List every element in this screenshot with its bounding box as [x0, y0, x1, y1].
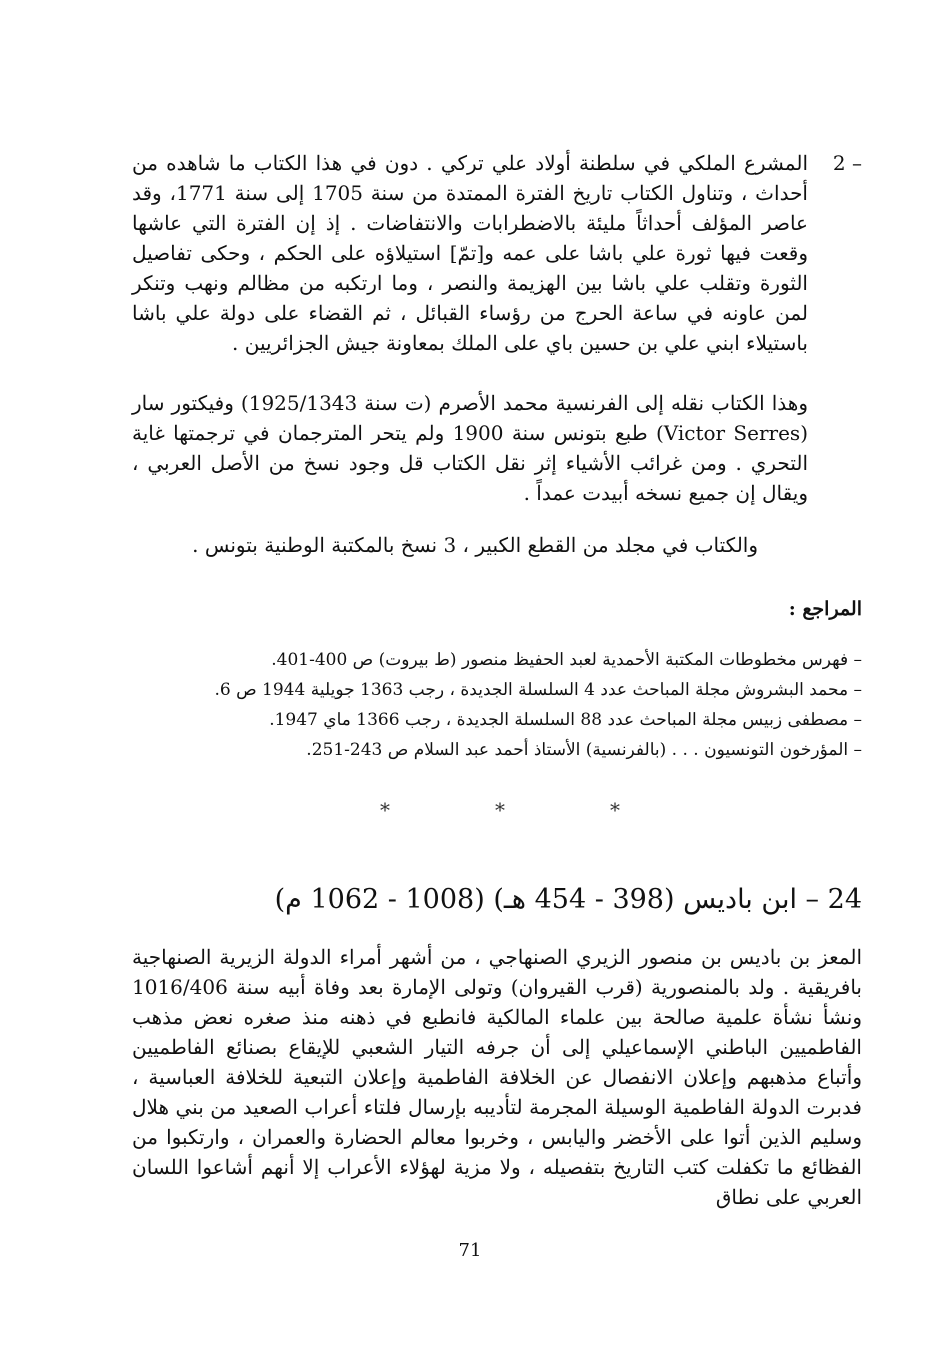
section-separator: [380, 798, 620, 822]
reference-item: – محمد البشروش مجلة المباحث عدد 4 السلسلة الجديدة ، رجب 1363 جويلية 1944 ص 6.: [214, 680, 862, 700]
separator-star: *: [495, 798, 505, 822]
page-number: 71: [458, 1240, 482, 1261]
reference-item: – مصطفى زبيس مجلة المباحث عدد 88 السلسلة الجديدة ، رجب 1366 ماي 1947.: [269, 710, 862, 730]
copies-paragraph: والكتاب في مجلد من القطع الكبير ، 3 نسخ بالمكتبة الوطنية بتونس .: [192, 533, 758, 557]
translation-paragraph: وهذا الكتاب نقله إلى الفرنسية محمد الأصرم (ت سنة 1925/1343) وفيكتور سار (Victor Serres) طبع بتونس سنة 1900 ولم يتحر المترجمان في ترجمتها غاية التحري . ومن غرائب الأشياء إثر نقل الكتاب قل وجود نسخ من الأصل العربي ، ويقال إن جميع نسخه أبيدت عمداً .: [132, 391, 809, 505]
separator-star: *: [610, 798, 620, 822]
reference-item: – المؤرخون التونسيون . . . (بالفرنسية) الأستاذ أحمد عبد السلام ص 243-251.: [306, 740, 862, 760]
entry-number: 2 –: [832, 151, 862, 175]
section-body: المعز بن باديس بن منصور الزيري الصنهاجي ، من أشهر أمراء الدولة الزيرية الصنهاجية بافريقية . ولد بالمنصورية (قرب القيروان) وتولى الإمارة بعد وفاة أبيه سنة 1016/406 ونشأ نشأة علمية صالحة بين علماء المالكية فانطبع في ذهنه منذ صغره نعض مذهب الفاطميين الباطني الإسماعيلي إلى أن جرفه التيار الشعبي للإيقاع بصنائع الفاطميين وأتباع مذهبهم وإعلان الانفصال عن الخلافة الفاطمية وإعلان التبعية للخلافة العباسية ، فدبرت الدولة الفاطمية الوسيلة المجرمة لتأديبه بإرسال فلتاء أعراب الصعيد من بني هلال وسليم الذين أتوا على الأخضر واليابس ، وخربوا معالم الحضارة والعمران ، وارتكبوا من الفظائع ما تكفلت كتب التاريخ بتفصيله ، ولا مزية لهؤلاء الأعراب إلا أنهم أشاعوا اللسان العربي على نطاق: [132, 945, 862, 1209]
references-heading: المراجع :: [788, 598, 862, 620]
reference-item: – فهرس مخطوطات المكتبة الأحمدية لعبد الحفيظ منصور (ط بيروت) ص 400-401.: [271, 650, 862, 670]
section-title: 24 – ابن باديس (398 - 454 هـ) (1008 - 1062 م): [274, 884, 862, 915]
entry-2-text: المشرع الملكي في سلطنة أولاد علي تركي . دون في هذا الكتاب ما شاهده من أحداث ، وتناول الكتاب تاريخ الفترة الممتدة من سنة 1705 إلى سنة 1771، وقد عاصر المؤلف أحداثاً مليئة بالاضطرابات والانتفاضات . إذ إن الفترة التي عاشها وقعت فيها ثورة علي باشا على عمه و[تمّ] استيلاؤه على الحكم ، وحكى تفاصيل الثورة وتقلب علي باشا بين الهزيمة والنصر ، وما ارتكبه من مظالم ونهب وتنكر لمن عاونه في ساعة الحرج من رؤساء القبائل ، ثم القضاء على دولة علي باشا باستيلاء ابني علي بن حسين باي على الملك بمعاونة جيش الجزائريين .: [132, 151, 808, 355]
separator-star: *: [380, 798, 390, 822]
